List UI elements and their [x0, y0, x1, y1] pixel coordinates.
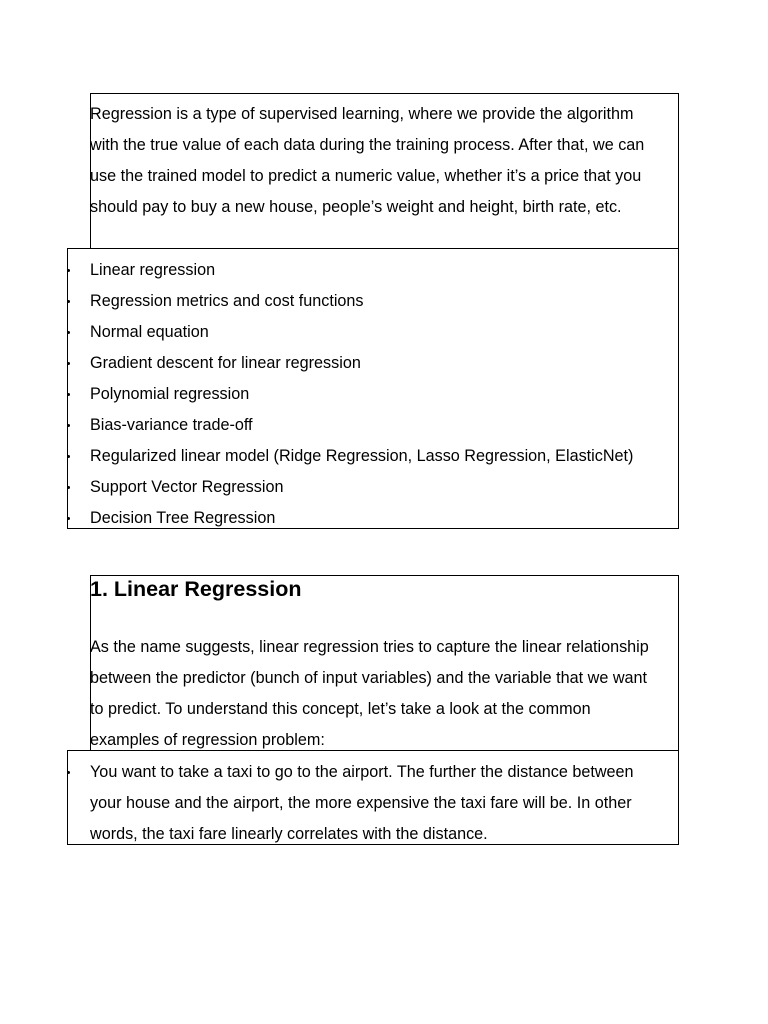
- example-line: words, the taxi fare linearly correlates with the distance.: [90, 825, 488, 843]
- bullet-icon: [67, 455, 70, 458]
- section1-line: to predict. To understand this concept, let’s take a look at the common: [90, 700, 591, 718]
- example-list: [67, 757, 680, 850]
- list-item: Polynomial regression: [67, 379, 633, 410]
- intro-line: use the trained model to predict a numeric value, whether it’s a price that you: [90, 167, 642, 185]
- list-item: Regression metrics and cost functions: [67, 286, 633, 317]
- list-item: Normal equation: [67, 317, 633, 348]
- intro-line: should pay to buy a new house, people’s weight and height, birth rate, etc.: [90, 198, 622, 216]
- bullet-icon: [67, 517, 70, 520]
- section1-line: As the name suggests, linear regression tries to capture the linear relationship: [90, 638, 649, 656]
- bullet-icon: [67, 771, 70, 774]
- bullet-icon: [67, 393, 70, 396]
- section1-paragraph: [90, 632, 680, 756]
- bullet-icon: [67, 424, 70, 427]
- intro-line: with the true value of each data during the training process. After that, we can: [90, 136, 645, 154]
- example-line: You want to take a taxi to go to the airport. The further the distance between: [90, 763, 634, 781]
- bullet-icon: [67, 362, 70, 365]
- list-item: Linear regression: [67, 255, 633, 286]
- section1-line: examples of regression problem:: [90, 731, 325, 749]
- list-item: Gradient descent for linear regression: [67, 348, 633, 379]
- list-item: [67, 757, 680, 850]
- bullet-icon: [67, 300, 70, 303]
- section1-line: between the predictor (bunch of input variables) and the variable that we want: [90, 669, 648, 687]
- bullet-icon: [67, 269, 70, 272]
- list-item: Decision Tree Regression: [67, 503, 633, 534]
- example-line: your house and the airport, the more expensive the taxi fare will be. In other: [90, 794, 632, 812]
- bullet-icon: [67, 331, 70, 334]
- list-item: Support Vector Regression: [67, 472, 633, 503]
- intro-line: Regression is a type of supervised learning, where we provide the algorithm: [90, 105, 634, 123]
- section-heading: 1. Linear Regression: [90, 577, 302, 601]
- list-item: Regularized linear model (Ridge Regression, Lasso Regression, ElasticNet): [67, 441, 633, 472]
- topics-list: [67, 255, 633, 534]
- list-item: Bias-variance trade-off: [67, 410, 633, 441]
- bullet-icon: [67, 486, 70, 489]
- intro-paragraph: [90, 99, 680, 223]
